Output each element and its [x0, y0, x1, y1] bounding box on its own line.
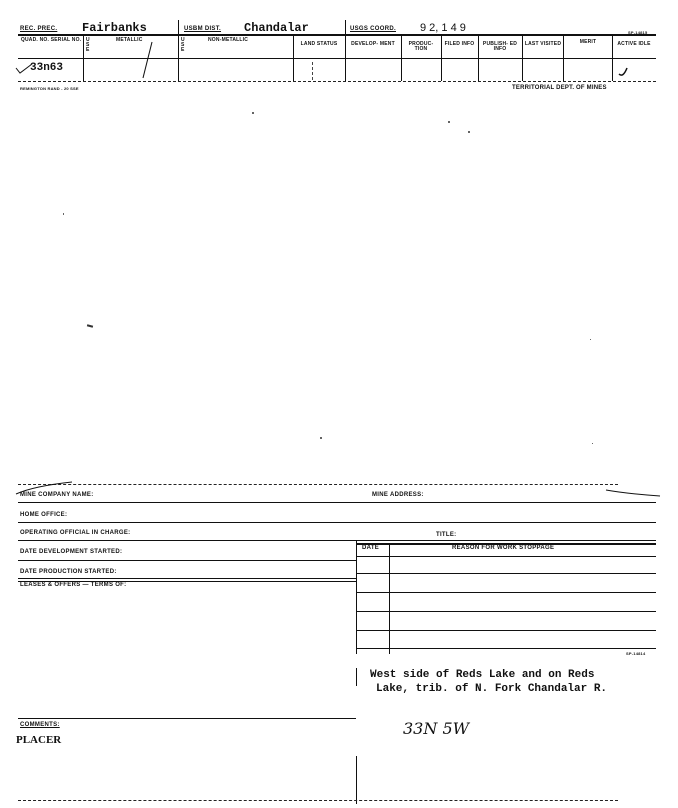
location-line-2: Lake, trib. of N. Fork Chandalar R. — [376, 683, 608, 695]
handwritten-note: 33N 5W — [403, 719, 470, 738]
mine-address-label: MINE ADDRESS: — [372, 492, 424, 498]
col-metallic: METALLIC — [116, 37, 143, 43]
usgs-coord-label: USGS COORD. — [350, 26, 396, 32]
reason-col-label: REASON FOR WORK STOPPAGE — [452, 545, 555, 551]
operating-official-label: OPERATING OFFICIAL IN CHARGE: — [20, 530, 131, 536]
col-use-nonmetallic: U S E — [181, 37, 185, 53]
remington-label: REMINGTON RAND - 20 SSE — [20, 86, 79, 91]
col-serial-no: SERIAL NO. — [50, 37, 82, 43]
stray-mark-right — [604, 484, 664, 500]
col-last-visited: LAST VISITED — [524, 41, 562, 47]
col-filed-info: FILED INFO — [444, 41, 475, 47]
usbm-dist-label: USBM DIST. — [184, 26, 222, 32]
territorial-label: TERRITORIAL DEPT. OF MINES — [512, 85, 607, 91]
col-published-info: PUBLISH- ED INFO — [482, 41, 518, 52]
usgs-coord-value: 9 2, 1 4 9 — [420, 22, 466, 34]
col-land-status: LAND STATUS — [300, 41, 338, 47]
comments-label: COMMENTS: — [20, 722, 60, 728]
quad-value: 33n63 — [30, 62, 64, 74]
col-merit: MERIT — [579, 39, 597, 45]
date-production-label: DATE PRODUCTION STARTED: — [20, 569, 117, 575]
col-nonmetallic: NON-METALLIC — [208, 37, 249, 43]
location-line-1: West side of Reds Lake and on Reds — [370, 669, 595, 681]
check-mark-icon — [14, 63, 34, 75]
date-development-label: DATE DEVELOPMENT STARTED: — [20, 549, 123, 555]
rec-prec-label: REC. PREC. — [20, 26, 58, 32]
date-col-label: DATE — [362, 545, 380, 551]
title-label: TITLE: — [436, 532, 457, 538]
col-production: PRODUC- TION — [408, 41, 434, 52]
comments-value: PLACER — [16, 734, 62, 746]
col-quad-no: QUAD. NO. — [20, 37, 50, 43]
col-development: DEVELOP- MENT — [351, 41, 395, 47]
idle-mark-icon — [616, 66, 630, 78]
form-number-top: SP-14815 — [628, 30, 648, 35]
home-office-label: HOME OFFICE: — [20, 512, 68, 518]
usbm-dist-value: Chandalar — [244, 21, 309, 35]
col-active-idle: ACTIVE IDLE — [617, 41, 651, 47]
form-number-bottom: SP-14814 — [626, 651, 646, 656]
mine-company-name-label: MINE COMPANY NAME: — [20, 492, 94, 498]
leases-label: LEASES & OFFERS — TERMS OF: — [20, 582, 127, 588]
metallic-slash — [140, 40, 154, 80]
col-use-metallic: U S E — [86, 37, 90, 53]
rec-prec-value: Fairbanks — [82, 21, 147, 35]
